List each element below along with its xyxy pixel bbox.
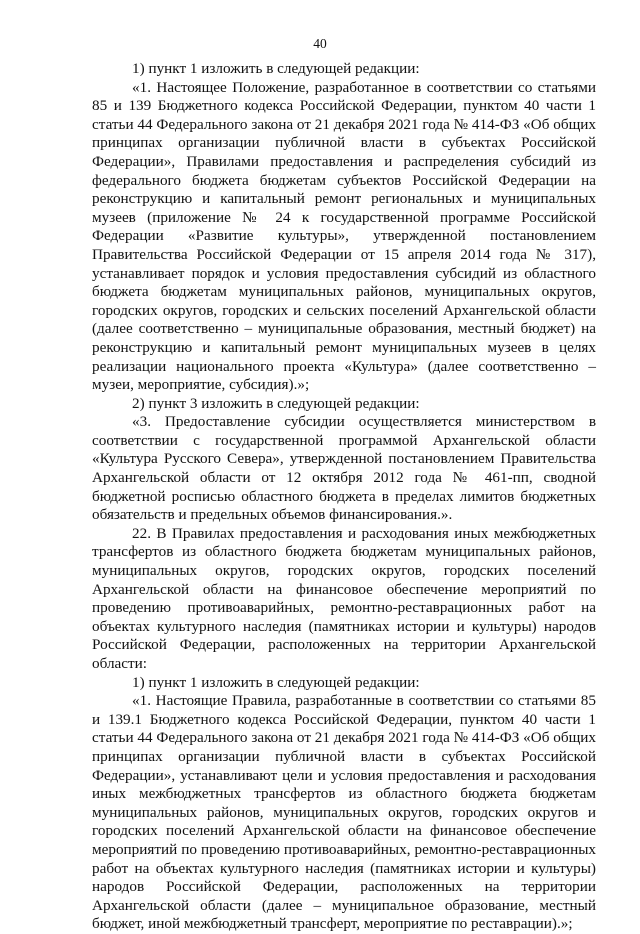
paragraph-section-22: 22. В Правилах предоставления и расходования иных межбюджетных трансфертов из областного бюджета бюджетам муниципальных районов, муниципальных округов, городских округов, городских поселений Архангельской области на финансовое обеспечение мероприятий по проведению противоаварийных, ремонтно-реставрационных работ на объектах культурного наследия (памятниках истории и культуры) народов Российской Федерации, расположенных на территории Архангельской области: [92,524,596,672]
paragraph-rules-regulation: «1. Настоящие Правила, разработанные в соответствии со статьями 85 и 139.1 Бюджетного кодекса Российской Федерации, пунктом 40 части 1 статьи 44 Федерального закона от 21 декабря 2021 года № 414-ФЗ «Об общих принципах организации публичной власти в субъектах Российской Федерации», устанавливают цели и условия предоставления и расходования иных межбюджетных трансфертов из областного бюджета бюджетам муниципальных районов, муниципальных округов, городских округов и городских поселений Архангельской области на финансовое обеспечение мероприятий по проведению противоаварийных, ремонтно-реставрационных работ на объектах культурного наследия (памятниках истории и культуры) народов Российской Федерации, расположенных на территории Архангельской области (далее – муниципальное образование, местный бюджет, иной межбюджетный трансферт, мероприятие по реставрации).»; [92,692,597,933]
paragraph-item-2: 2) пункт 3 изложить в следующей редакции: [132,394,420,412]
paragraph-subsidy-provision: «3. Предоставление субсидии осуществляется министерством в соответствии с государственной программой Архангельской области «Культура Русского Севера», утвержденной постановлением Правительства Архангельской области от 12 октября 2012 года № 461-пп, сводной бюджетной росписью областного бюджета в пределах лимитов бюджетных обязательств и предельных объемов финансирования.». [92,413,596,524]
paragraph-item-1: 1) пункт 1 изложить в следующей редакции: [132,60,420,77]
paragraph-museum-regulation: «1. Настоящее Положение, разработанное в соответствии со статьями 85 и 139 Бюджетного кодекса Российской Федерации, пунктом 40 части 1 статьи 44 Федерального закона от 21 декабря 2021 года № 414-ФЗ «Об общих принципах организации публичной власти в субъектах Российской Федерации», Правилами предоставления и распределения субсидий из федерального бюджета бюджетам субъектов Российской Федерации на реконструкцию и капитальный ремонт региональных и муниципальных музеев (приложение № 24 к государственной программе Российской Федерации «Развитие культуры», утвержденной постановлением Правительства Российской Федерации от 15 апреля 2014 года № 317), устанавливает порядок и условия предоставления субсидий из областного бюджета бюджетам муниципальных районов, муниципальных округов, городских округов, городских и сельских поселений Архангельской области (далее соответственно – муниципальные образования, местный бюджет) на реконструкцию и капитальный ремонт муниципальных музеев в целях реализации национального проекта «Культура» (далее соответственно – музеи, мероприятие, субсидия).»; [92,78,597,394]
paragraph-item-1-second: 1) пункт 1 изложить в следующей редакции: [132,673,420,691]
document-body [92,60,596,934]
page-number: 40 [313,36,327,51]
